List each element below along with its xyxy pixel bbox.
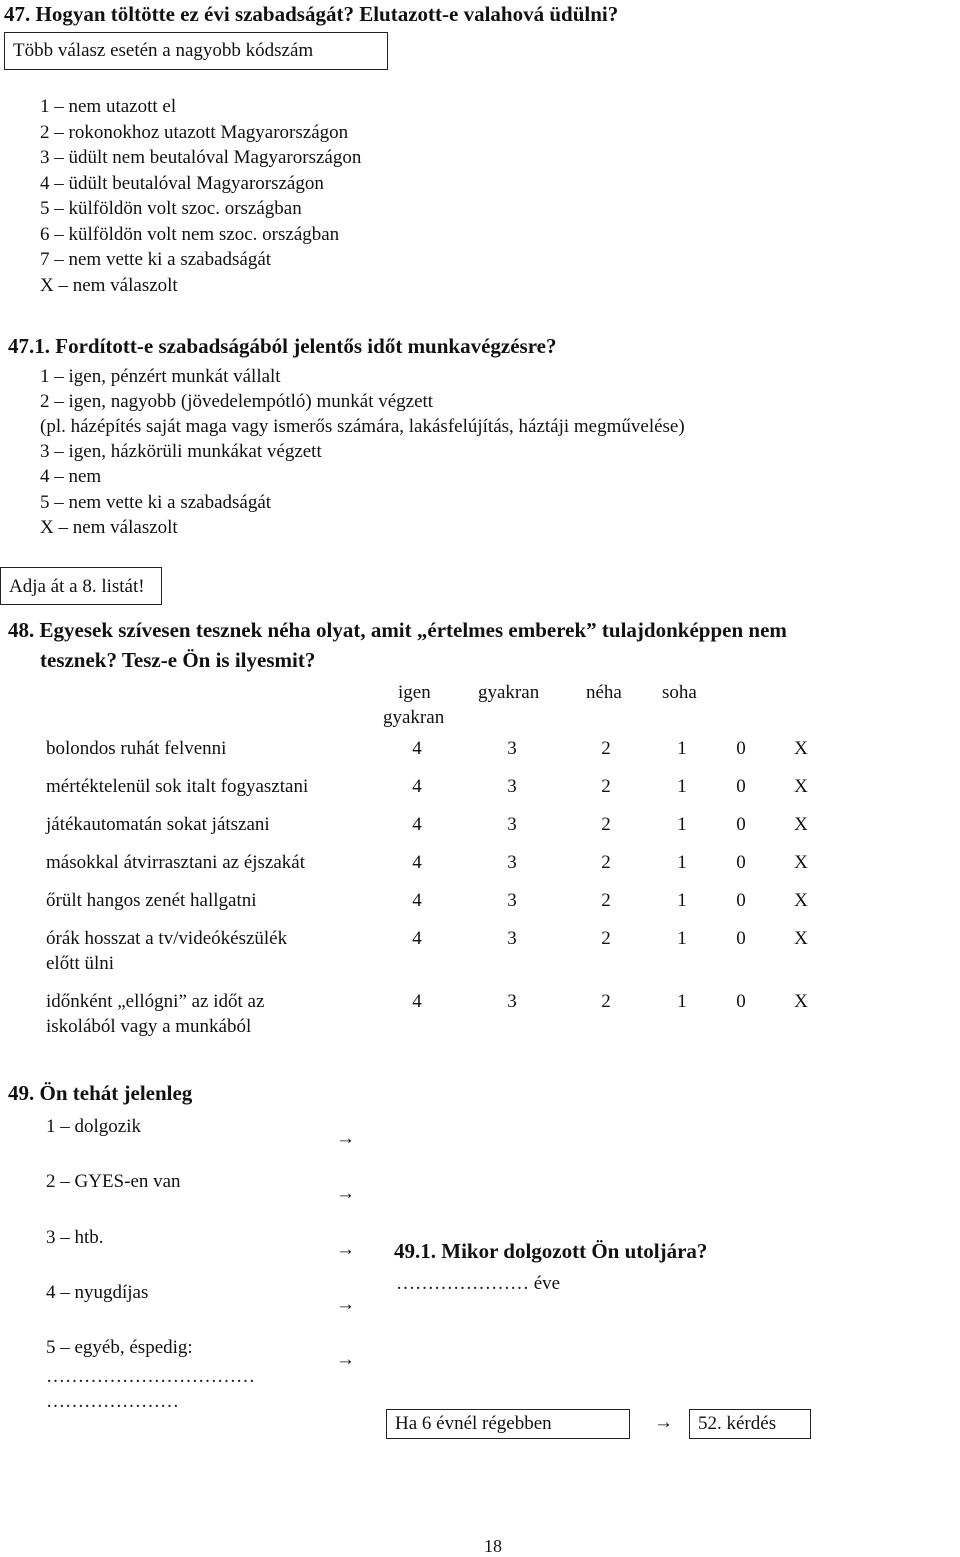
q48-code-option: 1	[677, 852, 687, 873]
arrow-icon: →	[654, 1412, 673, 1433]
arrow-icon: →	[336, 1128, 355, 1149]
q47-note-box	[4, 32, 388, 70]
q49-title: 49. Ön tehát jelenleg	[8, 1081, 193, 1105]
arrow-icon: →	[336, 1349, 355, 1370]
q49-dots-2: …………………	[46, 1391, 179, 1412]
q47-1-title: 47.1. Fordított-e szabadságából jelentős időt munkavégzésre?	[8, 334, 557, 358]
q48-code-option: 0	[736, 776, 746, 797]
q48-code-option: 1	[677, 890, 687, 911]
q48-row-label-cont: előtt ülni	[46, 953, 115, 974]
q48-code-option: 3	[507, 776, 517, 797]
q49-option: 1 – dolgozik	[46, 1116, 141, 1137]
q49-dots-1: ……………………………	[46, 1366, 255, 1387]
q47-option: 2 – rokonokhoz utazott Magyarországon	[40, 121, 349, 143]
q48-code-option: 2	[601, 776, 611, 797]
q48-code-option: 2	[601, 852, 611, 873]
goto-box-label: 52. kérdés	[698, 1413, 777, 1434]
page-number: 18	[484, 1536, 502, 1556]
q48-code-option: 1	[677, 814, 687, 835]
q48-code-option: X	[794, 991, 808, 1012]
q48-title-line2: tesznek? Tesz-e Ön is ilyesmit?	[40, 648, 316, 672]
q48-code-option: X	[794, 852, 808, 873]
card-note-box	[0, 567, 162, 605]
q48-code-option: 2	[601, 738, 611, 759]
q48-row-label: bolondos ruhát felvenni	[46, 738, 227, 759]
card-note: Adja át a 8. listát!	[9, 576, 145, 597]
q47-option: 6 – külföldön volt nem szoc. országban	[40, 223, 340, 245]
q48-code-option: 4	[412, 890, 422, 911]
q48-row-label-cont: iskolából vagy a munkából	[46, 1016, 252, 1037]
q48-code-option: X	[794, 776, 808, 797]
header-soha: soha	[662, 682, 697, 703]
q48-code-option: 3	[507, 814, 517, 835]
q47-option: 5 – külföldön volt szoc. országban	[40, 198, 302, 219]
q47-1-option: 2 – igen, nagyobb (jövedelempótló) munkát végzett	[40, 391, 434, 412]
q49-1-answer: ………………… éve	[396, 1273, 561, 1294]
q47-1-option: X – nem válaszolt	[40, 517, 178, 538]
q48-code-option: 2	[601, 814, 611, 835]
q48-code-option: 4	[412, 991, 422, 1012]
q48-code-option: 3	[507, 852, 517, 873]
goto-box	[689, 1409, 811, 1439]
q48-code-option: 0	[736, 852, 746, 873]
q48-code-option: 0	[736, 890, 746, 911]
q49-1-title: 49.1. Mikor dolgozott Ön utoljára?	[394, 1239, 708, 1263]
q47-option: 7 – nem vette ki a szabadságát	[40, 249, 272, 270]
q48-code-option: 4	[412, 814, 422, 835]
q48-code-option: 1	[677, 738, 687, 759]
q49-option: 3 – htb.	[46, 1227, 104, 1248]
q47-1-option: 3 – igen, házkörüli munkákat végzett	[40, 441, 322, 462]
arrow-icon: →	[336, 1294, 355, 1315]
q48-title-line1: 48. Egyesek szívesen tesznek néha olyat, amit „értelmes emberek” tulajdonképpen nem	[8, 618, 787, 642]
header-gyakran: gyakran	[478, 682, 540, 703]
header-igen: igen	[398, 682, 431, 703]
if-box	[386, 1409, 630, 1439]
q47-1-option: (pl. házépítés saját maga vagy ismerős számára, lakásfelújítás, háztáji megművelése)	[40, 416, 685, 437]
q48-code-option: 3	[507, 890, 517, 911]
q48-code-option: 2	[601, 890, 611, 911]
q48-code-option: X	[794, 738, 808, 759]
q49-option: 4 – nyugdíjas	[46, 1282, 149, 1303]
q48-code-option: 2	[601, 928, 611, 949]
q48-row-label: másokkal átvirrasztani az éjszakát	[46, 852, 306, 873]
q48-code-option: 0	[736, 814, 746, 835]
q48-code-option: 0	[736, 738, 746, 759]
arrow-icon: →	[336, 1239, 355, 1260]
header-neha: néha	[586, 682, 622, 703]
q47-1-option: 1 – igen, pénzért munkát vállalt	[40, 366, 281, 387]
q48-code-option: 4	[412, 928, 422, 949]
q48-code-option: 3	[507, 928, 517, 949]
q47-option: X – nem válaszolt	[40, 274, 178, 296]
q48-row-label: időnként „ellógni” az időt az	[46, 991, 265, 1012]
arrow-icon: →	[336, 1183, 355, 1204]
q48-row-label: játékautomatán sokat játszani	[46, 814, 270, 835]
q48-code-option: X	[794, 890, 808, 911]
q48-row-label: órák hosszat a tv/videókészülék	[46, 928, 288, 949]
q47-1-option: 5 – nem vette ki a szabadságát	[40, 492, 272, 513]
q48-code-option: 3	[507, 738, 517, 759]
q48-code-option: X	[794, 814, 808, 835]
q48-code-option: 0	[736, 928, 746, 949]
q49-option: 5 – egyéb, éspedig:	[46, 1337, 193, 1358]
q48-code-option: 2	[601, 991, 611, 1012]
q49-option: 2 – GYES-en van	[46, 1171, 181, 1192]
q48-row-label: mértéktelenül sok italt fogyasztani	[46, 776, 309, 797]
q48-code-option: 4	[412, 738, 422, 759]
q48-code-option: 1	[677, 928, 687, 949]
q47-note: Több válasz esetén a nagyobb kódszám	[13, 40, 314, 61]
q47-option: 1 – nem utazott el	[40, 96, 177, 117]
header-gyakran-2: gyakran	[383, 707, 445, 728]
q48-code-option: 1	[677, 776, 687, 797]
q48-code-option: 4	[412, 776, 422, 797]
q47-title: 47. Hogyan töltötte ez évi szabadságát? Elutazott-e valahová üdülni?	[4, 2, 619, 26]
q47-option: 3 – üdült nem beutalóval Magyarországon	[40, 147, 362, 168]
q48-row-label: őrült hangos zenét hallgatni	[46, 890, 257, 911]
q48-code-option: 3	[507, 991, 517, 1012]
q48-code-option: 4	[412, 852, 422, 873]
q47-option: 4 – üdült beutalóval Magyarországon	[40, 172, 324, 194]
if-box-label: Ha 6 évnél régebben	[395, 1413, 552, 1434]
q48-code-option: 1	[677, 991, 687, 1012]
q47-1-option: 4 – nem	[40, 466, 102, 487]
q48-code-option: 0	[736, 991, 746, 1012]
q48-code-option: X	[794, 928, 808, 949]
